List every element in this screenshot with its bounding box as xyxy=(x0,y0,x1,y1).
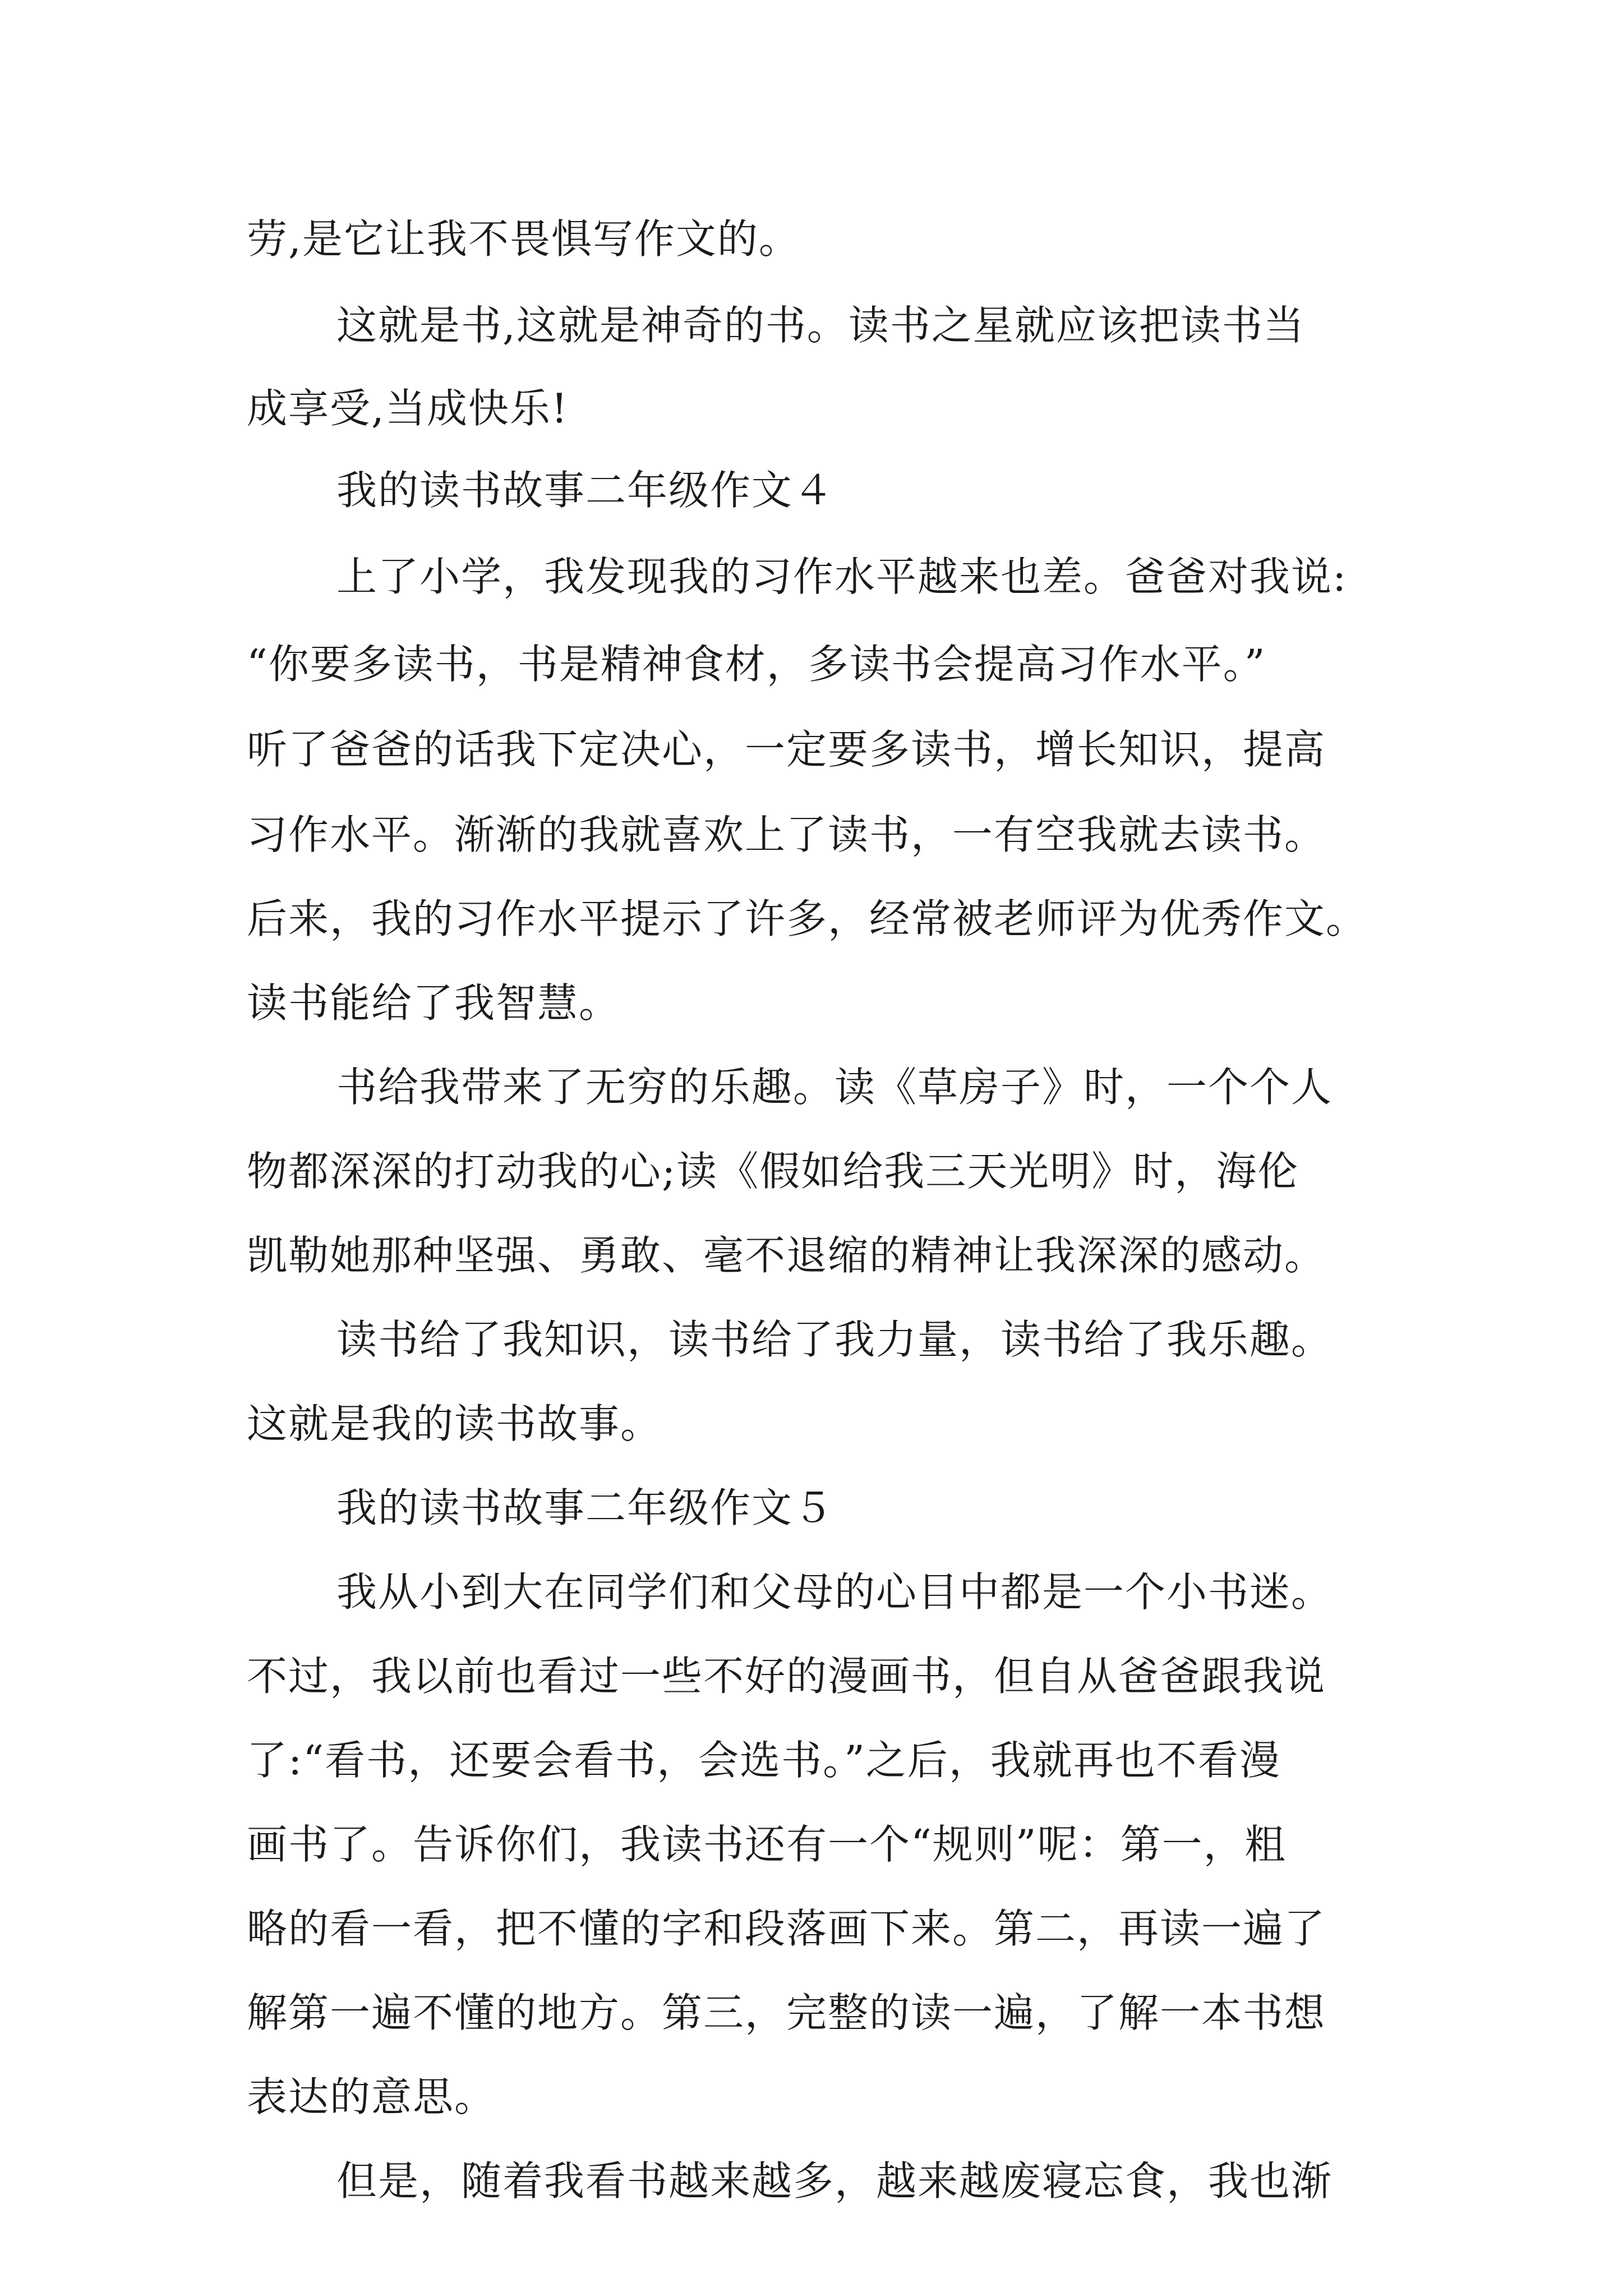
text-line: 读书给了我知识，读书给了我力量，读书给了我乐趣。 xyxy=(336,1316,1333,1363)
text-line: 我从小到大在同学们和父母的心目中都是一个小书迷。 xyxy=(336,1568,1333,1616)
text-line: 听了爸爸的话我下定决心，一定要多读书，增长知识，提高 xyxy=(247,726,1326,773)
text-line: 劳,是它让我不畏惧写作文的。 xyxy=(247,215,800,263)
text-line: “你要多读书，书是精神食材，多读书会提高习作水平。” xyxy=(247,641,1266,688)
text-line: 凯勒她那种坚强、勇敢、毫不退缩的精神让我深深的感动。 xyxy=(247,1232,1326,1279)
text-line: 这就是我的读书故事。 xyxy=(247,1400,662,1447)
text-line: 略的看一看，把不懂的字和段落画下来。第二，再读一遍了 xyxy=(247,1905,1326,1952)
section-heading: 我的读书故事二年级作文５ xyxy=(336,1484,835,1531)
text-line: 这就是书,这就是神奇的书。读书之星就应该把读书当 xyxy=(336,302,1305,349)
text-line: 不过，我以前也看过一些不好的漫画书，但自从爸爸跟我说 xyxy=(247,1653,1326,1700)
text-line: 画书了。告诉你们，我读书还有一个“规则”呢：第一，粗 xyxy=(247,1821,1287,1868)
text-line: 上了小学，我发现我的习作水平越来也差。爸爸对我说: xyxy=(336,553,1348,600)
text-line: 读书能给了我智慧。 xyxy=(247,979,621,1027)
text-line: 后来，我的习作水平提示了许多，经常被老师评为优秀作文。 xyxy=(247,895,1368,942)
text-line: 表达的意思。 xyxy=(247,2073,496,2120)
text-line: 但是，随着我看书越来越多，越来越废寝忘食，我也渐 xyxy=(336,2157,1333,2205)
text-line: 物都深深的打动我的心;读《假如给我三天光明》时，海伦 xyxy=(247,1148,1299,1195)
text-line: 解第一遍不懂的地方。第三，完整的读一遍，了解一本书想 xyxy=(247,1989,1326,2036)
text-line: 成享受,当成快乐! xyxy=(247,385,569,432)
section-heading: 我的读书故事二年级作文４ xyxy=(336,467,835,514)
text-line: 习作水平。渐渐的我就喜欢上了读书，一有空我就去读书。 xyxy=(247,811,1326,858)
text-line: 了:“看书，还要会看书，会选书。”之后，我就再也不看漫 xyxy=(247,1737,1281,1784)
text-line: 书给我带来了无穷的乐趣。读《草房子》时，一个个人 xyxy=(336,1064,1333,1111)
